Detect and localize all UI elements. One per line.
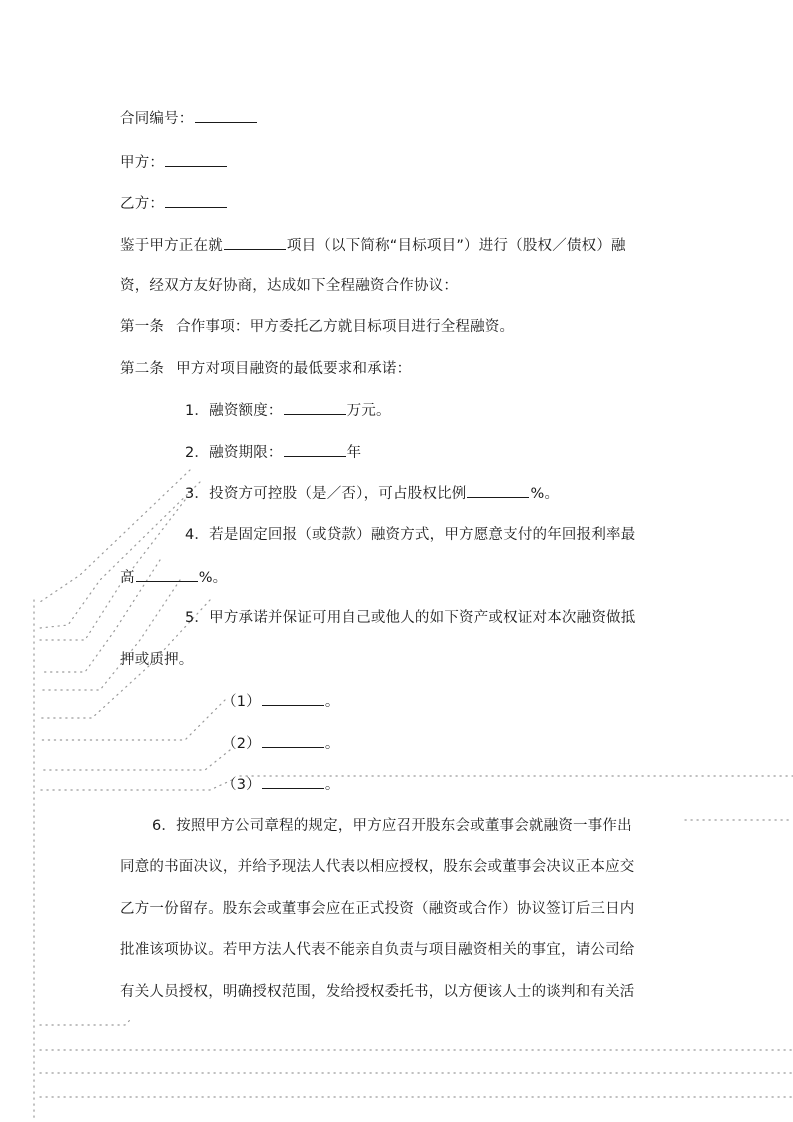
asset-2-blank [262,733,324,748]
party-b-line [120,193,228,214]
article-2-text: 甲方对项目融资的最低要求和承诺： [176,361,412,377]
project-name-blank [224,235,286,250]
sub-item-1-end: 。 [324,694,340,710]
item-4-text-1: 4．若是固定回报（或贷款）融资方式，甲方愿意支付的年回报利率最 [185,527,636,543]
item-6-line-2 [120,857,635,877]
item-6-line-5 [120,982,635,1002]
party-b-blank [165,193,227,208]
amount-blank [284,400,346,415]
item-4-unit: %。 [198,570,228,586]
item-3-text: 3．投资方可控股（是／否），可占股权比例 [185,486,467,502]
article-1-title: 第一条 [120,319,165,335]
contract-number-label: 合同编号： [120,111,194,127]
item-5-text-2: 押或质押。 [120,652,194,668]
contract-number-blank [195,108,257,123]
item-3-unit: %。 [530,486,560,502]
intro-text-a: 鉴于甲方正在就 [120,238,223,254]
sub-item-1-label: （1） [222,694,261,710]
intro-line-2 [120,276,458,296]
item-6-text-4: 批准该项协议。若甲方法人代表不能亲自负责与项目融资相关的事宜，请公司给 [120,942,635,958]
item-4-line-1 [185,525,635,545]
sub-item-2 [222,733,340,754]
item-6-line-3 [120,899,635,919]
item-6-text-3: 乙方一份留存。股东会或董事会应在正式投资（融资或合作）协议签订后三日内 [120,901,635,917]
item-2 [185,442,361,463]
contract-number-line [120,108,258,129]
party-b-label: 乙方： [120,196,165,212]
asset-3-blank [262,774,324,789]
party-a-label: 甲方： [120,155,165,171]
interest-rate-blank [136,567,198,582]
item-6-text-2: 同意的书面决议，并给予现法人代表以相应授权，股东会或董事会决议正本应交 [120,859,635,875]
item-5-line-1 [185,608,635,628]
item-2-text: 2．融资期限： [185,445,283,461]
article-1 [120,317,514,337]
sub-item-3 [222,774,340,795]
item-6-line-4 [120,940,635,960]
item-5-text-1: 5．甲方承诺并保证可用自己或他人的如下资产或权证对本次融资做抵 [185,610,636,626]
intro-text-2: 资，经双方友好协商，达成如下全程融资合作协议： [120,278,459,294]
item-4-text-2: 高 [120,570,135,586]
intro-line-1 [120,235,626,256]
item-4-line-2 [120,567,227,588]
asset-1-blank [262,691,324,706]
item-2-unit: 年 [346,445,362,461]
equity-ratio-blank [467,483,529,498]
party-a-blank [165,152,227,167]
party-a-line [120,152,228,173]
item-5-line-2 [120,650,194,670]
item-6-text-5: 有关人员授权，明确授权范围，发给授权委托书，以方便该人士的谈判和有关活 [120,984,635,1000]
article-2 [120,359,411,379]
item-1-unit: 万元。 [346,403,391,419]
article-1-text: 合作事项：甲方委托乙方就目标项目进行全程融资。 [176,319,515,335]
item-6-line-1 [152,816,632,836]
intro-text-b: 项目（以下简称“目标项目”）进行（股权／债权）融 [286,238,626,254]
article-2-title: 第二条 [120,361,165,377]
item-1 [185,400,391,421]
item-1-text: 1．融资额度： [185,403,283,419]
sub-item-1 [222,691,340,712]
sub-item-3-end: 。 [324,777,340,793]
sub-item-3-label: （3） [222,777,261,793]
sub-item-2-label: （2） [222,736,261,752]
item-3 [185,483,559,504]
item-6-text-1: 6．按照甲方公司章程的规定，甲方应召开股东会或董事会就融资一事作出 [152,818,632,834]
sub-item-2-end: 。 [324,736,340,752]
term-blank [284,442,346,457]
